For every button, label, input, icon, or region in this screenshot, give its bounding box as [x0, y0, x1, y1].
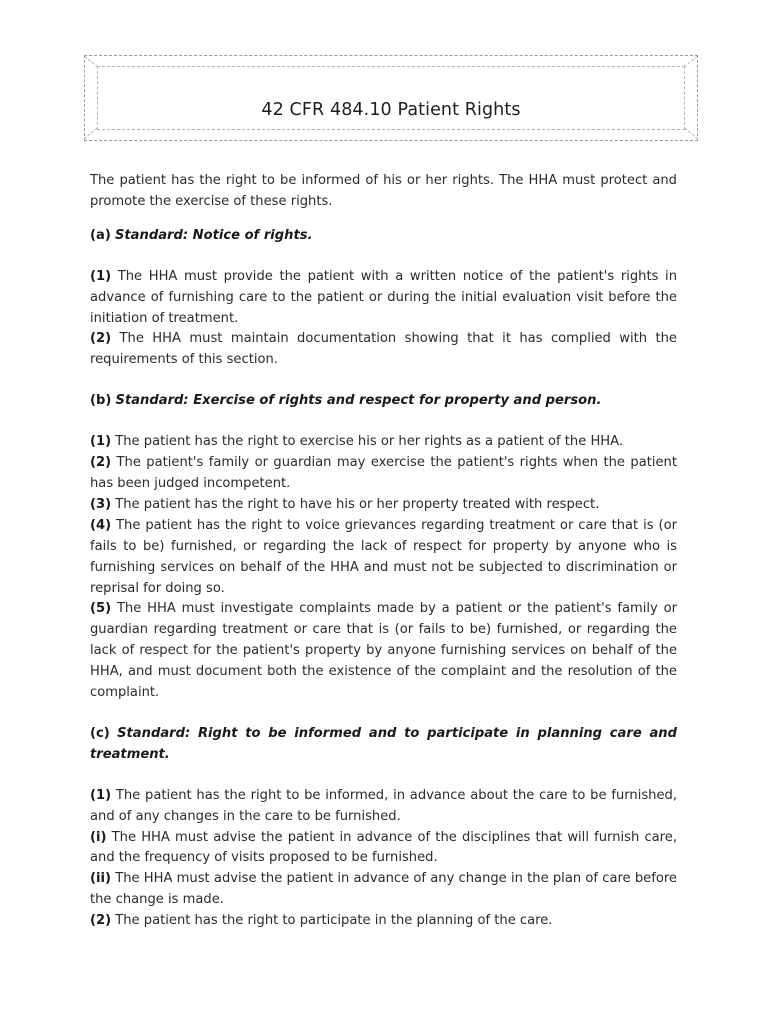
section-b-item — [90, 432, 677, 453]
item-text: The HHA must investigate complaints made by a patient or the patient's family or guardian regarding treatment or care that is (or fails to be) furnished, or regarding the lack of respect for the patient's property by anyone furnishing services on behalf of the HHA, and must document both the existence of the complaint and the resolution of the complaint. — [90, 601, 677, 701]
item-label: (1) — [90, 268, 112, 284]
section-c-item — [90, 869, 677, 911]
item-text: The patient has the right to be informed, in advance about the care to be furnished, and of any changes in the care to be furnished. — [90, 787, 677, 824]
item-label: (5) — [90, 601, 112, 617]
section-a-item — [90, 267, 677, 330]
item-label: (4) — [90, 517, 112, 533]
document-body — [90, 171, 677, 932]
item-label: (2) — [90, 331, 112, 347]
section-label: (a) — [90, 227, 111, 243]
section-c-heading — [90, 724, 677, 766]
item-label: (ii) — [90, 871, 111, 887]
item-label: (1) — [90, 434, 112, 450]
item-text: The HHA must maintain documentation showing that it has complied with the requirements of this section. — [90, 331, 677, 368]
item-label: (i) — [90, 829, 107, 845]
section-b-item — [90, 599, 677, 704]
item-label: (3) — [90, 496, 112, 512]
frame-corner-bottom-left — [84, 128, 98, 140]
item-text: The patient has the right to voice grievances regarding treatment or care that is (or fails to be) furnished, or regarding the lack of respect for property by anyone who is furnishing services on behalf of the HHA and must not be subjected to discrimination or reprisal for doing so. — [90, 517, 677, 596]
section-c-item — [90, 911, 677, 932]
section-a-heading — [90, 226, 677, 247]
item-text: The patient has the right to have his or her property treated with respect. — [115, 496, 600, 512]
item-text: The HHA must advise the patient in advance of the disciplines that will furnish care, and the frequency of visits proposed to be furnished. — [90, 829, 677, 866]
title-frame-inner-border — [97, 66, 685, 130]
section-b-item — [90, 516, 677, 600]
title-frame — [84, 55, 698, 141]
frame-corner-top-left — [84, 56, 98, 68]
item-label: (1) — [90, 787, 112, 803]
item-text: The patient has the right to exercise his or her rights as a patient of the HHA. — [115, 434, 624, 450]
section-label: (b) — [90, 393, 112, 409]
section-a-item — [90, 329, 677, 371]
section-c-item — [90, 828, 677, 870]
item-text: The patient has the right to participate in the planning of the care. — [115, 913, 553, 929]
page-title: 42 CFR 484.10 Patient Rights — [261, 100, 521, 120]
item-text: The patient's family or guardian may exercise the patient's rights when the patient has been judged incompetent. — [90, 455, 677, 491]
item-label: (2) — [90, 455, 112, 471]
frame-corner-top-right — [684, 56, 698, 68]
section-heading-text: Standard: Exercise of rights and respect for property and person. — [115, 393, 602, 409]
section-b-item — [90, 453, 677, 495]
frame-corner-bottom-right — [684, 128, 698, 140]
section-label: (c) — [90, 725, 110, 741]
section-heading-text: Standard: Right to be informed and to participate in planning care and treatment. — [90, 725, 677, 762]
item-label: (2) — [90, 913, 112, 929]
section-b-heading — [90, 391, 677, 412]
item-text: The HHA must provide the patient with a written notice of the patient's rights in advance of furnishing care to the patient or during the initial evaluation visit before the initiation of treatment. — [90, 268, 677, 326]
item-text: The HHA must advise the patient in advance of any change in the plan of care before the change is made. — [90, 871, 677, 908]
section-c-item — [90, 786, 677, 828]
section-heading-text: Standard: Notice of rights. — [114, 227, 313, 243]
intro-paragraph: The patient has the right to be informed of his or her rights. The HHA must protect and promote the exercise of these rights. — [90, 173, 677, 209]
section-b-item — [90, 495, 677, 516]
